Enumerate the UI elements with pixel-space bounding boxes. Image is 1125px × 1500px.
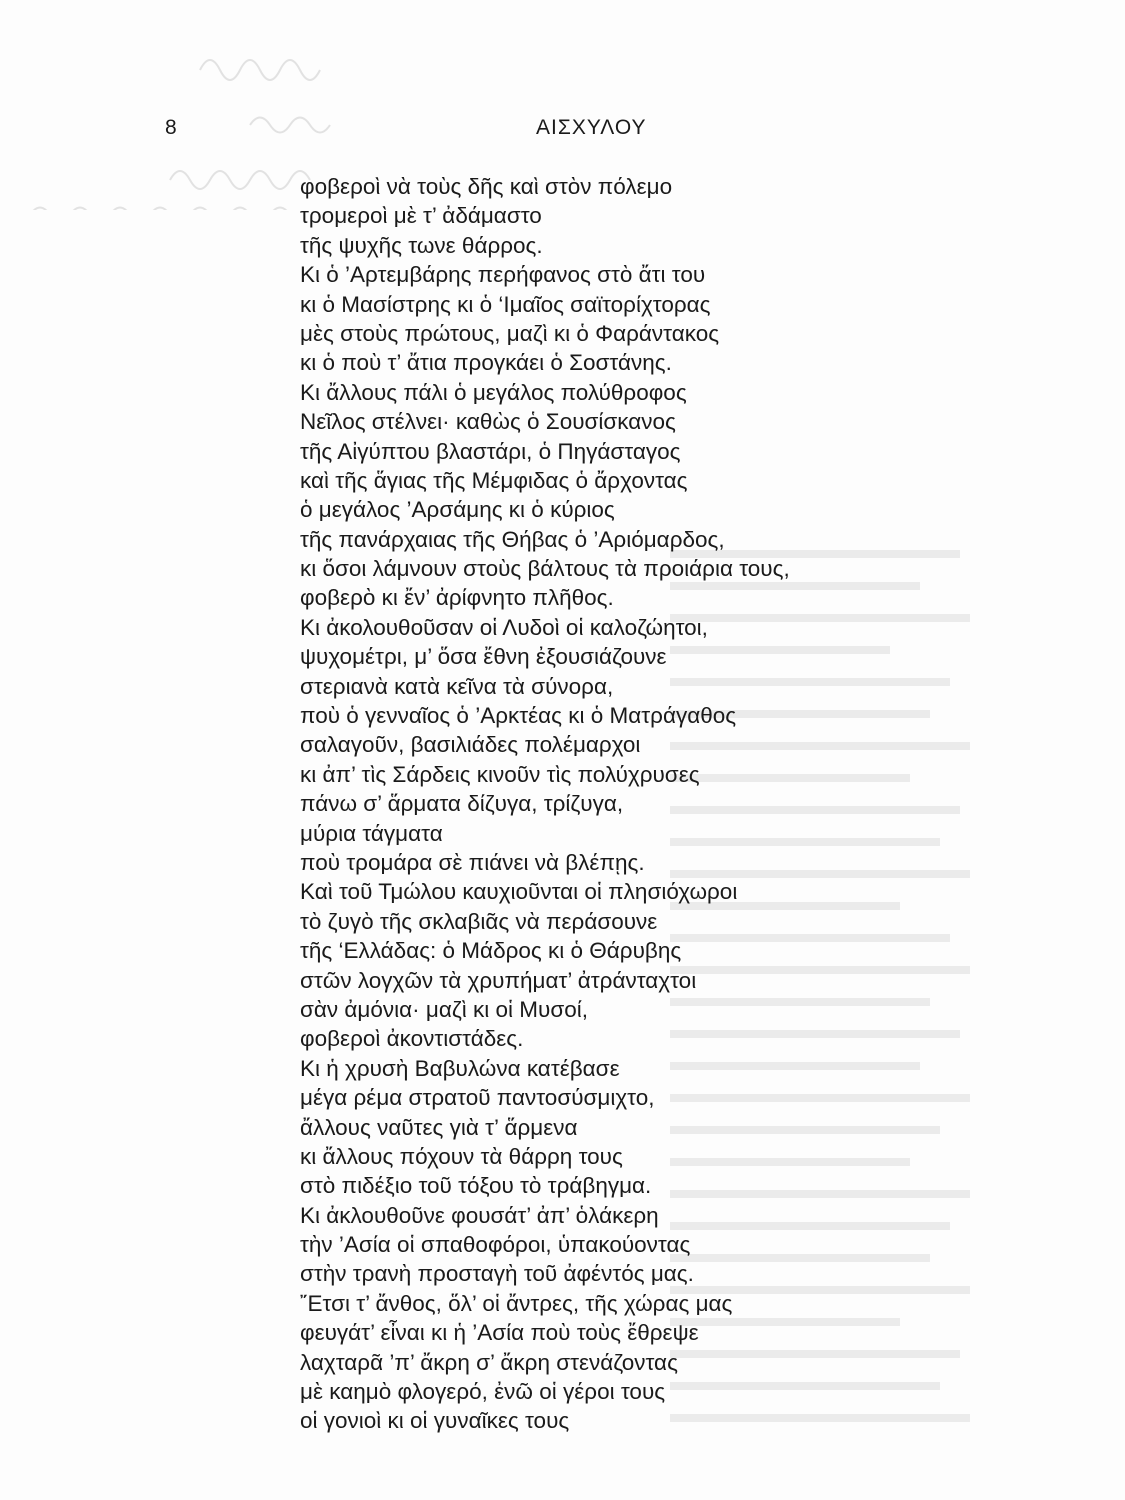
verse-line: τὴν ’Ασία οἱ σπαθοφόροι, ὑπακούοντας <box>300 1232 691 1258</box>
verse-line: λαχταρᾶ ’π’ ἄκρη σ’ ἄκρη στενάζοντας <box>300 1349 678 1375</box>
verse-line: κι ὅσοι λάμνουν στοὺς βάλτους τὰ προιάρια τους, <box>300 556 790 582</box>
verse-line: φευγάτ’ εἶναι κι ἡ ’Ασία ποὺ τοὺς ἔθρεψε <box>300 1320 699 1346</box>
verse-line: ὁ μεγάλος ’Αρσάμης κι ὁ κύριος <box>300 497 615 523</box>
verse-line: Κι ἡ χρυσὴ Βαβυλώνα κατέβασε <box>300 1055 620 1081</box>
verse-line: ποὺ τρομάρα σὲ πιάνει νὰ βλέπῃς. <box>300 849 645 875</box>
verse-line: φοβερὸ κι ἔν’ ἀρίφνητο πλῆθος. <box>300 585 614 611</box>
verse-line: κι ὁ ποὺ τ’ ἄτια προγκάει ὁ Σοστάνης. <box>300 350 672 376</box>
verse-line: τρομεροὶ μὲ τ’ ἀδάμαστο <box>300 203 542 229</box>
verse-line: οἱ γονιοὶ κι οἱ γυναῖκες τους <box>300 1408 570 1434</box>
verse-line: πάνω σ’ ἅρματα δίζυγα, τρίζυγα, <box>300 791 624 817</box>
verse-line: τῆς ψυχῆς τωνε θάρρος. <box>300 232 543 258</box>
verse-line: μὲ καημὸ φλογερό, ἐνῶ οἱ γέροι τους <box>300 1379 666 1405</box>
verse-line: τῆς Αἰγύπτου βλαστάρι, ὁ Πηγάσταγος <box>300 438 681 464</box>
verse-line: Κι ἄλλους πάλι ὁ μεγάλος πολύθροφος <box>300 379 687 405</box>
verse-line: καὶ τῆς ἅγιας τῆς Μέμφιδας ὁ ἄρχοντας <box>300 467 688 493</box>
page-number: 8 <box>165 116 178 139</box>
verse-text <box>300 172 790 1436</box>
verse-line: ἄλλους ναῦτες γιὰ τ’ ἅρμενα <box>300 1114 578 1140</box>
verse-line: σὰν ἀμόνια· μαζὶ κι οἱ Μυσοί, <box>300 996 588 1022</box>
verse-line: Νεῖλος στέλνει· καθὼς ὁ Σουσίσκανος <box>300 409 676 435</box>
verse-line: μέγα ρέμα στρατοῦ παντοσύσμιχτο, <box>300 1085 655 1111</box>
running-title: ΑΙΣΧΥΛΟΥ <box>536 116 647 139</box>
verse-line: τῆς ‘Ελλάδας: ὁ Μάδρος κι ὁ Θάρυβης <box>300 938 682 964</box>
verse-line: στὴν τρανὴ προσταγὴ τοῦ ἀφέντός μας. <box>300 1261 694 1287</box>
verse-line: Κι ὁ ’Αρτεμβάρης περήφανος στὸ ἄτι του <box>300 262 706 288</box>
verse-line: φοβεροὶ νὰ τοὺς δῆς καὶ στὸν πόλεμο <box>300 174 673 199</box>
verse-line: σαλαγοῦν, βασιλιάδες πολέμαρχοι <box>300 732 641 758</box>
verse-line: Κι ἀκολουθοῦσαν οἱ Λυδοὶ οἱ καλοζώητοι, <box>300 614 708 640</box>
verse-line: στὸ πιδέξιο τοῦ τόξου τὸ τράβηγμα. <box>300 1173 652 1199</box>
verse-line: Κι ἀκλουθοῦνε φουσάτ’ ἀπ’ ὁλάκερη <box>300 1202 659 1228</box>
verse-line: ψυχομέτρι, μ’ ὅσα ἔθνη ἐξουσιάζουνε <box>300 644 667 670</box>
verse-line: Καὶ τοῦ Τμώλου καυχιοῦνται οἱ πλησιόχωροι <box>300 879 738 905</box>
verse-line: μὲς στοὺς πρώτους, μαζὶ κι ὁ Φαράντακος <box>300 320 720 346</box>
verse-line: ῎Ετσι τ’ ἄνθος, ὅλ’ οἱ ἄντρες, τῆς χώρας μας <box>300 1290 733 1316</box>
verse-line: φοβεροὶ ἀκοντιστάδες. <box>300 1026 524 1052</box>
verse-line: κι ἀπ’ τὶς Σάρδεις κινοῦν τὶς πολύχρυσες <box>300 761 700 787</box>
verse-line: τῆς πανάρχαιας τῆς Θήβας ὁ ’Αριόμαρδος, <box>300 526 725 552</box>
verse-line: στεριανὰ κατὰ κεῖνα τὰ σύνορα, <box>300 673 614 699</box>
verse-line: στῶν λογχῶν τὰ χρυπήματ’ ἀτράνταχτοι <box>300 967 697 993</box>
verse-line: κι ἄλλους πόχουν τὰ θάρρη τους <box>300 1143 623 1169</box>
verse-line: τὸ ζυγὸ τῆς σκλαβιᾶς νὰ περάσουνε <box>300 908 658 934</box>
verse-line: μύρια τάγματα <box>300 820 443 846</box>
verse-line: ποὺ ὁ γενναῖος ὁ ’Αρκτέας κι ὁ Ματράγαθος <box>300 703 737 729</box>
verse-line: κι ὁ Μασίστρης κι ὁ ‘Ιμαῖος σαϊτορίχτορας <box>300 291 711 317</box>
